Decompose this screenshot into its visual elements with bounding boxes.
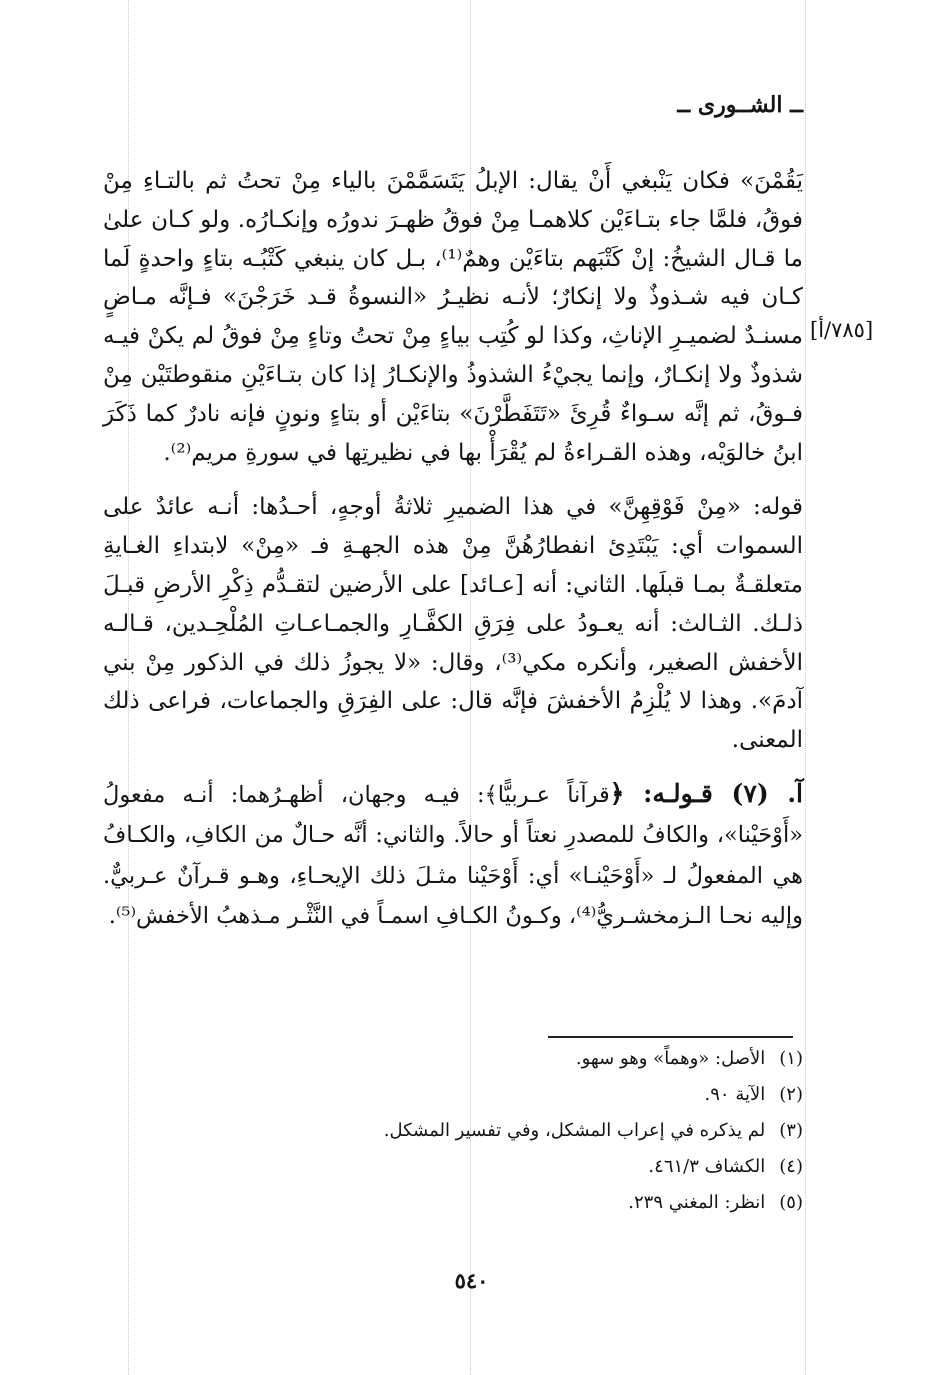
footnote-number: (٥) bbox=[779, 1192, 803, 1213]
footnote-separator bbox=[548, 1036, 793, 1038]
footnote-text: الكشاف ٤٦١/٣. bbox=[648, 1156, 766, 1177]
footnote bbox=[705, 1084, 803, 1105]
paragraph: يَقُمْنَ» فكان يَنْبغي أَنْ يقال: الإبلُ يَتَسَمَّمْنَ بالياء مِنْ تحتُ ثم بالتـاءِ مِنْ فوقُ، فلمَّا جاء بتـاءَيْن كلاهمـا مِنْ فوقُ ظهـرَ ندورُه وإنكـارُه. ولو كـان علىٰ ما قـال الشيخُ: إنْ كَتْبَهم بتاءَيْن وهمٌ⁽¹⁾، بـل كان ينبغي كَتْبُـه بتاءٍ واحدةٍ لَما كـان فيه شـذوذٌ ولا إنكارٌ؛ لأنـه نظيـرُ «النسوةُ قـد خَرَجْنَ» فـإنَّه مـاضٍ مسنـدٌ لضميـرِ الإناثِ، وكذا لو كُتِب بياءٍ مِنْ تحتُ وتاءٍ مِنْ فوقُ لم يكنْ فيـه شذوذٌ ولا إنكـارٌ، وإنما يجيْءُ الشذوذُ والإنكـارُ إذا كان بتـاءَيْنِ منقوطتَيْن مِنْ فـوقُ، ثم إنَّه سـواءٌ قُرِئَ «تَتَفَطَّرْنَ» بتاءَيْن أو بتاءٍ ونونٍ فإنه نادرٌ كما ذَكَرَ ابنُ خالوَيْه، وهذه القـراءةُ لم يُقْرَأْ بها في نظيرتِها في سورةِ مريم⁽²⁾. bbox=[103, 168, 804, 466]
footnote-text: لم يذكره في إعراب المشكل، وفي تفسير المشكل. bbox=[383, 1120, 766, 1141]
manuscript-folio-marker: [٧٨٥/أ] bbox=[810, 318, 874, 342]
main-text bbox=[103, 162, 803, 937]
footnote-number: (٤) bbox=[779, 1156, 803, 1177]
paragraph-text: قرآناً عـربيًّا﴾: فيـه وجهان، أظهـرُهما: أنـه مفعولُ «أَوْحَيْنا»، والكافُ للمصدرِ نعتاً أو حالاً. والثاني: أنَّه حـالٌ من الكافِ، والكـافُ هي المفعولُ لـ «أَوْحَيْنـا» أي: أَوْحَيْنا مثـلَ ذلك الإيحـاءِ، وهـو قـرآنٌ عـربيٌّ. وإليه نحـا الـزمخشـريُّ⁽⁴⁾، وكـونُ الكـافِ اسمـاً في النَّثْـر مـذهبُ الأخفش⁽⁵⁾. bbox=[103, 781, 803, 930]
footnote-number: (١) bbox=[779, 1048, 803, 1069]
paragraph bbox=[103, 774, 803, 937]
paragraph: قوله: «مِنْ فَوْقِهِنَّ» في هذا الضميرِ ثلاثةُ أوجهٍ، أحـدُها: أنـه عائدٌ على السموات أي: يَبْتَدِئ انفطارُهُنَّ مِنْ هذه الجهـةِ فـ «مِنْ» لابتداءِ الغـايةِ متعلقـةٌ بمـا قبلَها. الثاني: أنه [عـائد] على الأرضين لتقـدُّم ذِكْرِ الأرضِ قبـلَ ذلـك. الثـالث: أنه يعـودُ على فِرَقِ الكفَّـارِ والجمـاعـاتِ المُلْحِـدين، قـالـه الأخفش الصغير، وأنكره مكي⁽³⁾، وقال: «لا يجوزُ ذلك في الذكور مِنْ بني آدمَ». وهذا لا يُلْزِمُ الأخفشَ فإنَّه قال: على الفِرَقِ والجماعات، فراعى ذلك المعنى. bbox=[103, 494, 803, 754]
footnote bbox=[576, 1048, 803, 1069]
scan-guide-line bbox=[805, 0, 806, 1375]
page-number: ٥٤٠ bbox=[454, 1268, 489, 1293]
footnote-text: الآية ٩٠. bbox=[704, 1084, 766, 1105]
footnote-text: الأصل: «وهماً» وهو سهو. bbox=[575, 1048, 766, 1069]
footnote bbox=[648, 1156, 803, 1177]
footnote-number: (٣) bbox=[779, 1120, 803, 1141]
footnote bbox=[384, 1120, 803, 1141]
footnote bbox=[628, 1192, 803, 1213]
footnote-number: (٢) bbox=[779, 1084, 803, 1105]
footnote-text: انظر: المغني ٢٣٩. bbox=[628, 1192, 766, 1213]
verse-lead: آ. (٧) قـولـه: ﴿ bbox=[609, 778, 803, 808]
running-header: ــ الشــوری ــ bbox=[677, 92, 803, 118]
